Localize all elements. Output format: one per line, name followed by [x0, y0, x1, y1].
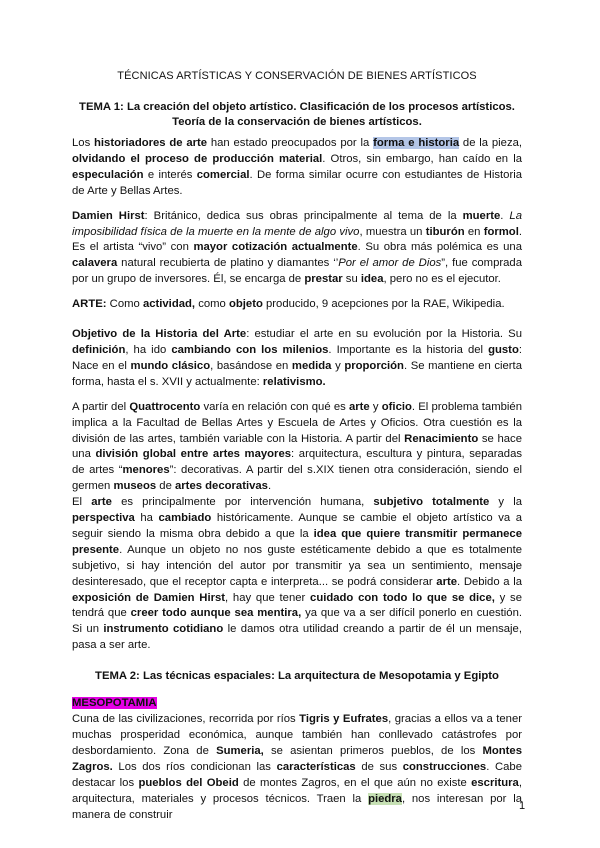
paragraph-el-arte: El arte es principalmente por intervención humana, subjetivo totalmente y la perspectiva ha cambiado históricamente. Aunque se cambie el objeto artístico va a seguir siendo la misma obra debido a que la idea que quiere transmitir permanece presente. Aunque un objeto no nos guste estéticamente debido a que es totalmente subjetivo, si hay intención del autor por transmitir ya sea un sentimiento, mensaje desinteresado, que el receptor capta e interpreta... se podrá considerar arte. Debido a la exposición de Damien Hirst, hay que tener cuidado con todo lo que se dice, y se tendrá que creer todo aunque sea mentira, ya que va a ser difícil ponerlo en cuestión. Si un instrumento cotidiano le damos otra utilidad creando a partir de él un mensaje, pasa a ser arte. [72, 496, 523, 652]
paragraph-historiadores: Los historiadores de arte han estado preocupados por la forma e historia de la pieza, olvidando el proceso de producción material. Otros, sin embargo, han caído en la especulación e interés comercial. De forma similar ocurre con estudiantes de Historia de Arte y Bellas Artes. [72, 137, 523, 197]
tema1-line-1: TEMA 1: La creación del objeto artístico. Clasificación de los procesos artísticos. [79, 101, 515, 113]
paragraph-damien-hirst: Damien Hirst: Británico, dedica sus obras principalmente al tema de la muerte. La imposibilidad física de la muerte en la mente de algo vivo, muestra un tiburón en formol. Es el artista “vivo” con mayor cotización actualmente. Su obra más polémica es una calavera natural recubierta de platino y diamantes ‘’Por el amor de Dios”, fue comprada por un grupo de inversores. Él, se encarga de prestar su idea, pero no es el ejecutor. [72, 209, 522, 286]
tema1-line-2: Teoría de la conservación de bienes artísticos. [172, 116, 422, 128]
mesopotamia-heading [72, 696, 522, 712]
page-content [72, 70, 522, 832]
tema2-heading: TEMA 2: Las técnicas espaciales: La arquitectura de Mesopotamia y Egipto [95, 670, 499, 683]
highlight-forma-historia: forma e historia [373, 137, 460, 149]
paragraph-objetivo: Objetivo de la Historia del Arte: estudiar el arte en su evolución por la Historia. Su definición, ha ido cambiando con los milenios. Importante es la historia del gusto: Nace en el mundo clásico, basándose en medida y proporción. Se mantiene en cierta forma, hasta el s. XVII y actualmente: relativismo. [72, 328, 522, 388]
paragraph-arte: ARTE: Como actividad, como objeto producido, 9 acepciones por la RAE, Wikipedia. [72, 298, 505, 311]
tema1-heading [72, 100, 522, 130]
document-title: TÉCNICAS ARTÍSTICAS Y CONSERVACIÓN DE BIENES ARTÍSTICOS [117, 70, 477, 82]
page-number: 1 [519, 800, 526, 812]
paragraph-quattrocento: A partir del Quattrocento varía en relación con qué es arte y oficio. El problema también implica a la Facultad de Bellas Artes y Escuela de Artes y Oficios. Otra cuestión es la división de las artes, también variable con la Historia. A partir del Renacimiento se hace una división global entre artes mayores: arquitectura, escultura y pintura, separadas de artes “menores”: decorativas. A partir del s.XIX tienen otra consideración, siendo el germen museos de artes decorativas. [72, 400, 522, 493]
mesopotamia-highlight: MESOPOTAMIA [72, 697, 157, 710]
highlight-piedra: piedra [368, 792, 402, 805]
paragraph-mesopotamia: Cuna de las civilizaciones, recorrida por ríos Tigris y Eufrates, gracias a ellos va a tener muchas prosperidad económica, aunque también han conllevado catástrofes por desbordamiento. Zona de Sumeria, se asientan primeros pueblos, de los Montes Zagros. Los dos ríos condicionan las características de sus construcciones. Cabe destacar los pueblos del Obeid de montes Zagros, en el que aún no existe escritura, arquitectura, materiales y procesos técnicos. Traen la piedra, nos interesan por la manera de construir [72, 713, 522, 821]
